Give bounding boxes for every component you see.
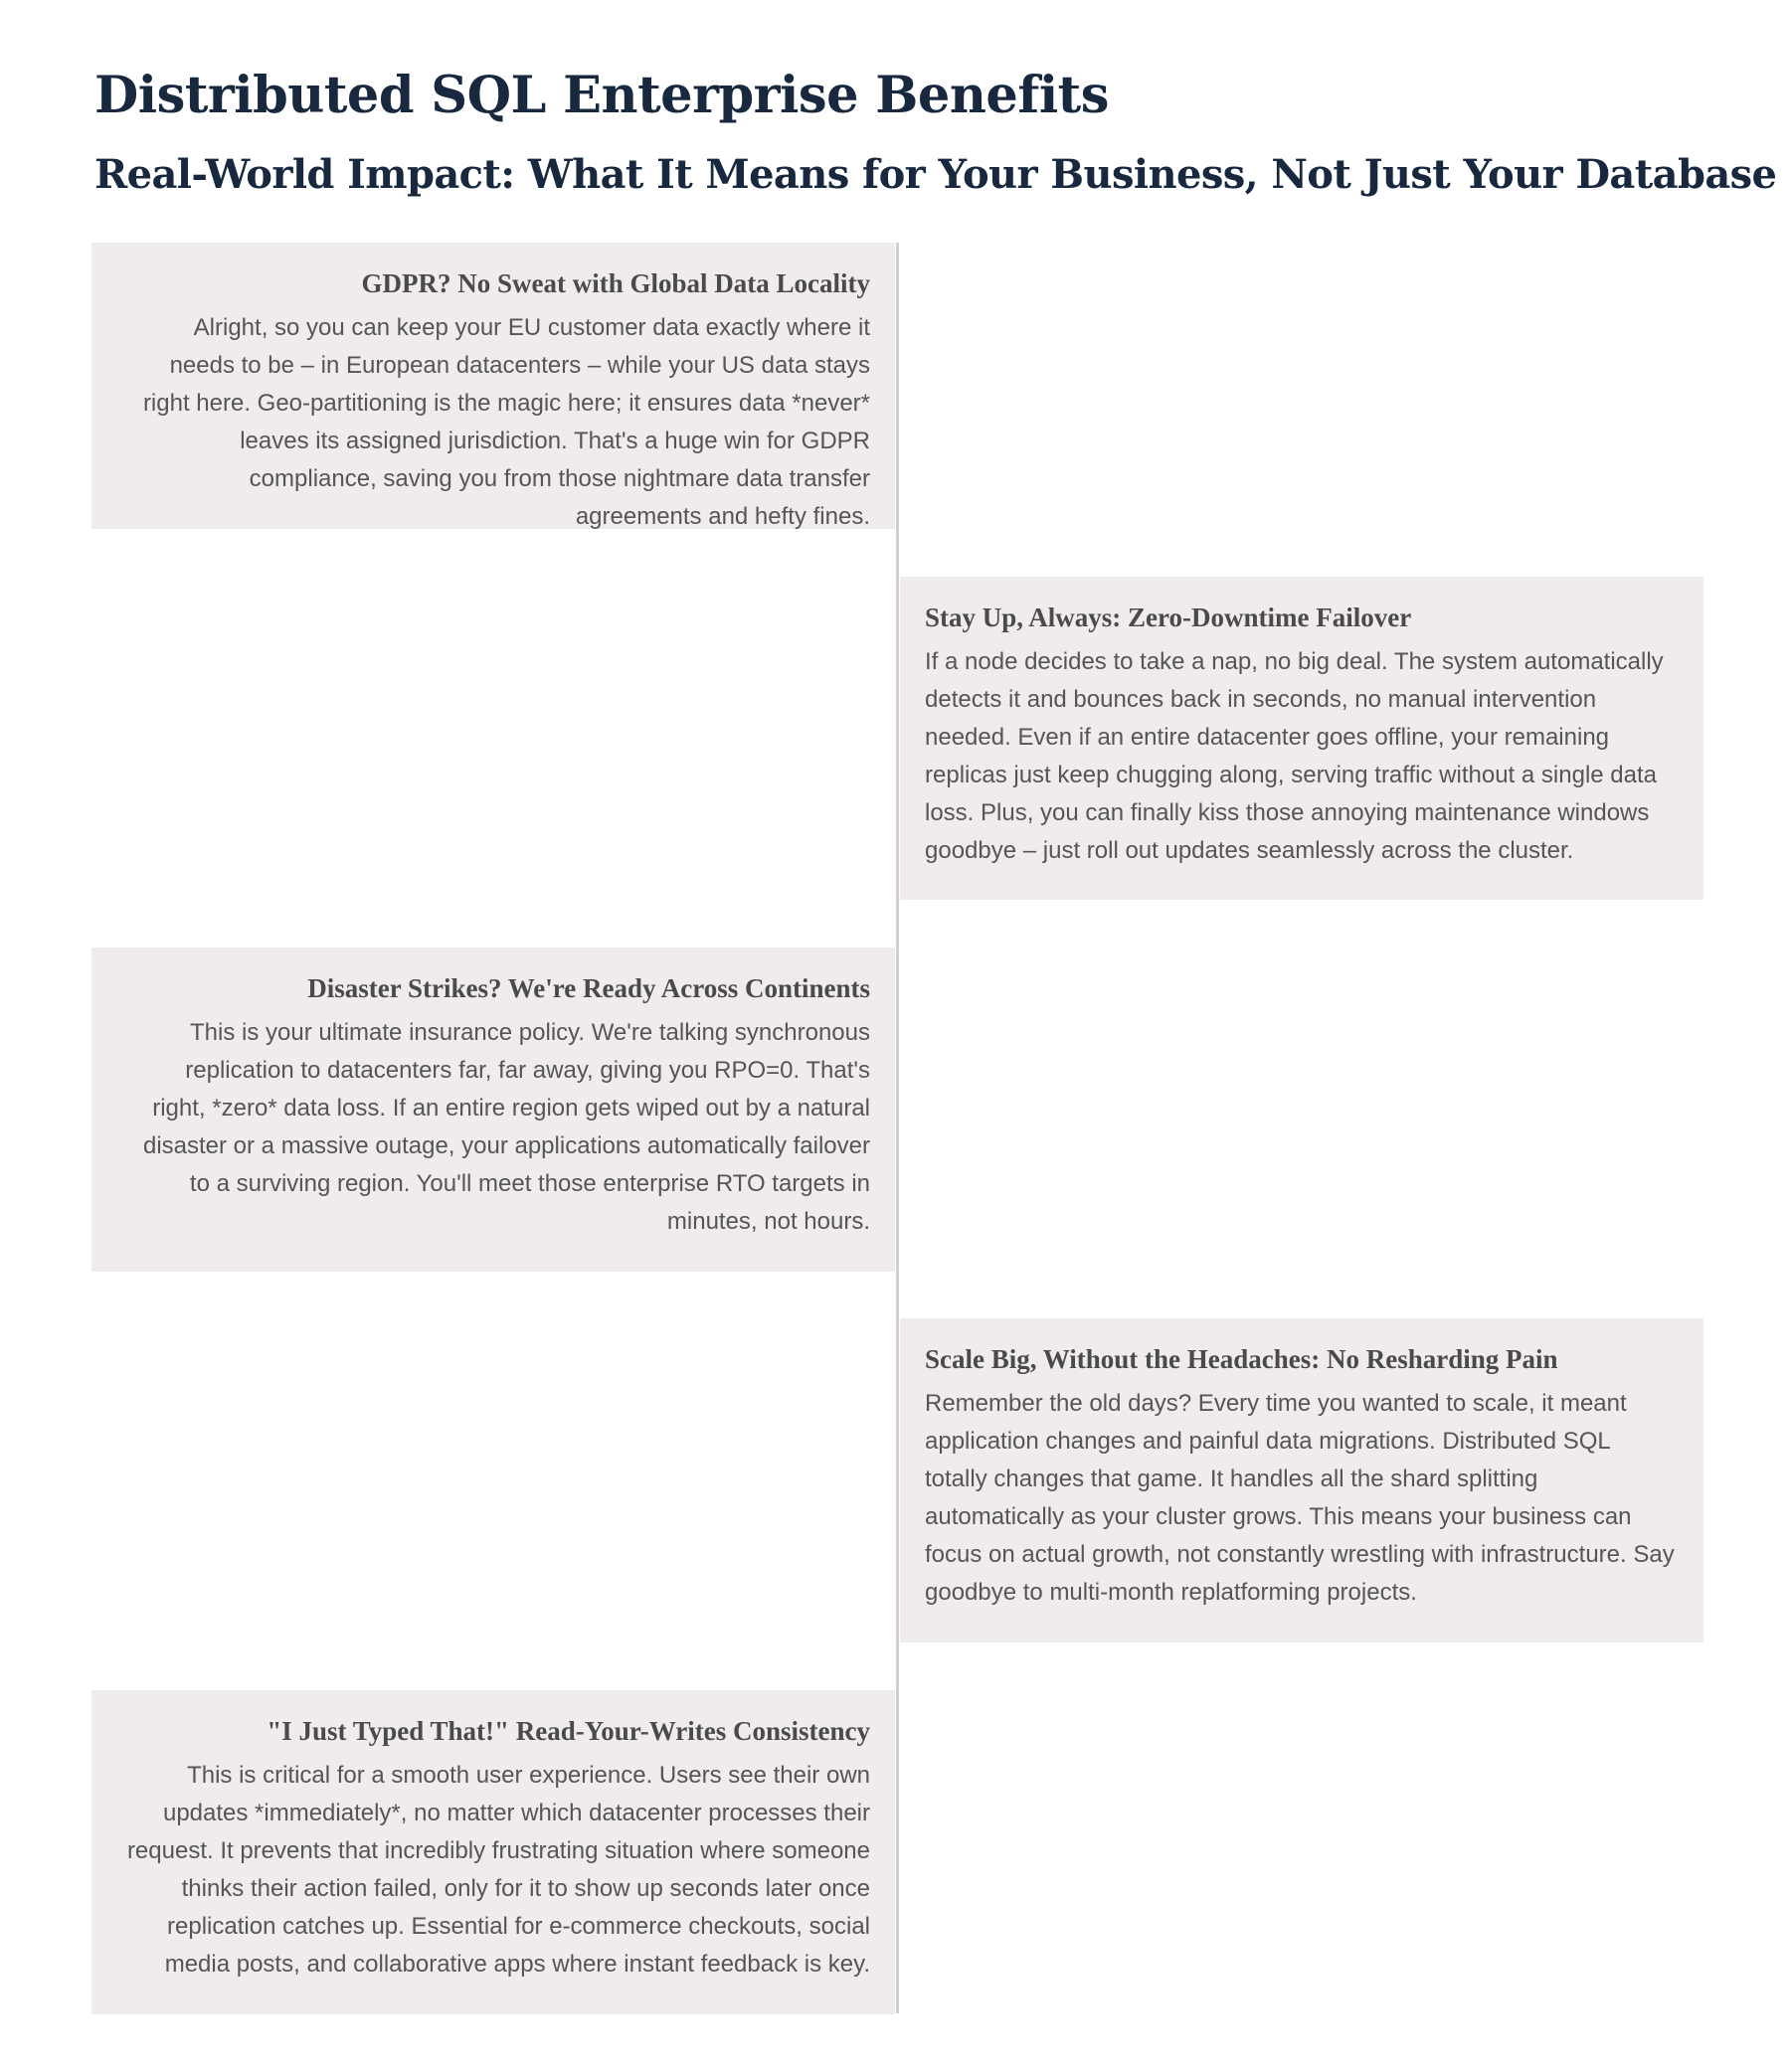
benefit-card-gdpr <box>91 243 895 529</box>
card-body: Remember the old days? Every time you wanted to scale, it meant application changes and painful data migrations. Distributed SQL totally changes that game. It handles all the shard splitting automatically as your cluster grows. This means your business can focus on actual growth, not constantly wrestling with infrastructure. Say goodbye to multi-month replatforming projects. <box>925 1390 1675 1606</box>
card-body: Alright, so you can keep your EU customer data exactly where it needs to be – in European datacenters – while your US data stays right here. Geo-partitioning is the magic here; it ensures data *never* leaves its assigned jurisdiction. That's a huge win for GDPR compliance, saving you from those nightmare data transfer agreements and hefty fines. <box>142 314 870 530</box>
timeline-divider <box>896 243 899 2013</box>
card-body: This is critical for a smooth user experience. Users see their own updates *immediately*, no matter which datacenter processes their request. It prevents that incredibly frustrating situation where someone thinks their action failed, only for it to show up seconds later once replication catches up. Essential for e-commerce checkouts, social media posts, and collaborative apps where instant feedback is key. <box>126 1762 870 1978</box>
benefit-card-scaling <box>900 1318 1703 1642</box>
card-title: Scale Big, Without the Headaches: No Resharding Pain <box>925 1344 1558 1374</box>
benefit-card-failover <box>900 577 1703 900</box>
card-title: Disaster Strikes? We're Ready Across Continents <box>307 973 870 1003</box>
card-title: GDPR? No Sweat with Global Data Locality <box>361 268 870 298</box>
card-title: "I Just Typed That!" Read-Your-Writes Consistency <box>267 1716 870 1746</box>
page-title: Distributed SQL Enterprise Benefits <box>94 66 1109 125</box>
card-title: Stay Up, Always: Zero-Downtime Failover <box>925 603 1412 632</box>
page-subtitle: Real-World Impact: What It Means for Your Business, Not Just Your Database <box>94 151 1777 198</box>
benefit-card-disaster-recovery <box>91 948 895 1272</box>
benefit-card-read-your-writes <box>91 1690 895 2014</box>
card-body: This is your ultimate insurance policy. We're talking synchronous replication to datacenters far, far away, giving you RPO=0. That's right, *zero* data loss. If an entire region gets wiped out by a natural disaster or a massive outage, your applications automatically failover to a surviving region. You'll meet those enterprise RTO targets in minutes, not hours. <box>142 1019 870 1235</box>
card-body: If a node decides to take a nap, no big deal. The system automatically detects it and bounces back in seconds, no manual intervention needed. Even if an entire datacenter goes offline, your remaining replicas just keep chugging along, serving traffic without a single data loss. Plus, you can finally kiss those annoying maintenance windows goodbye – just roll out updates seamlessly across the cluster. <box>925 648 1664 864</box>
